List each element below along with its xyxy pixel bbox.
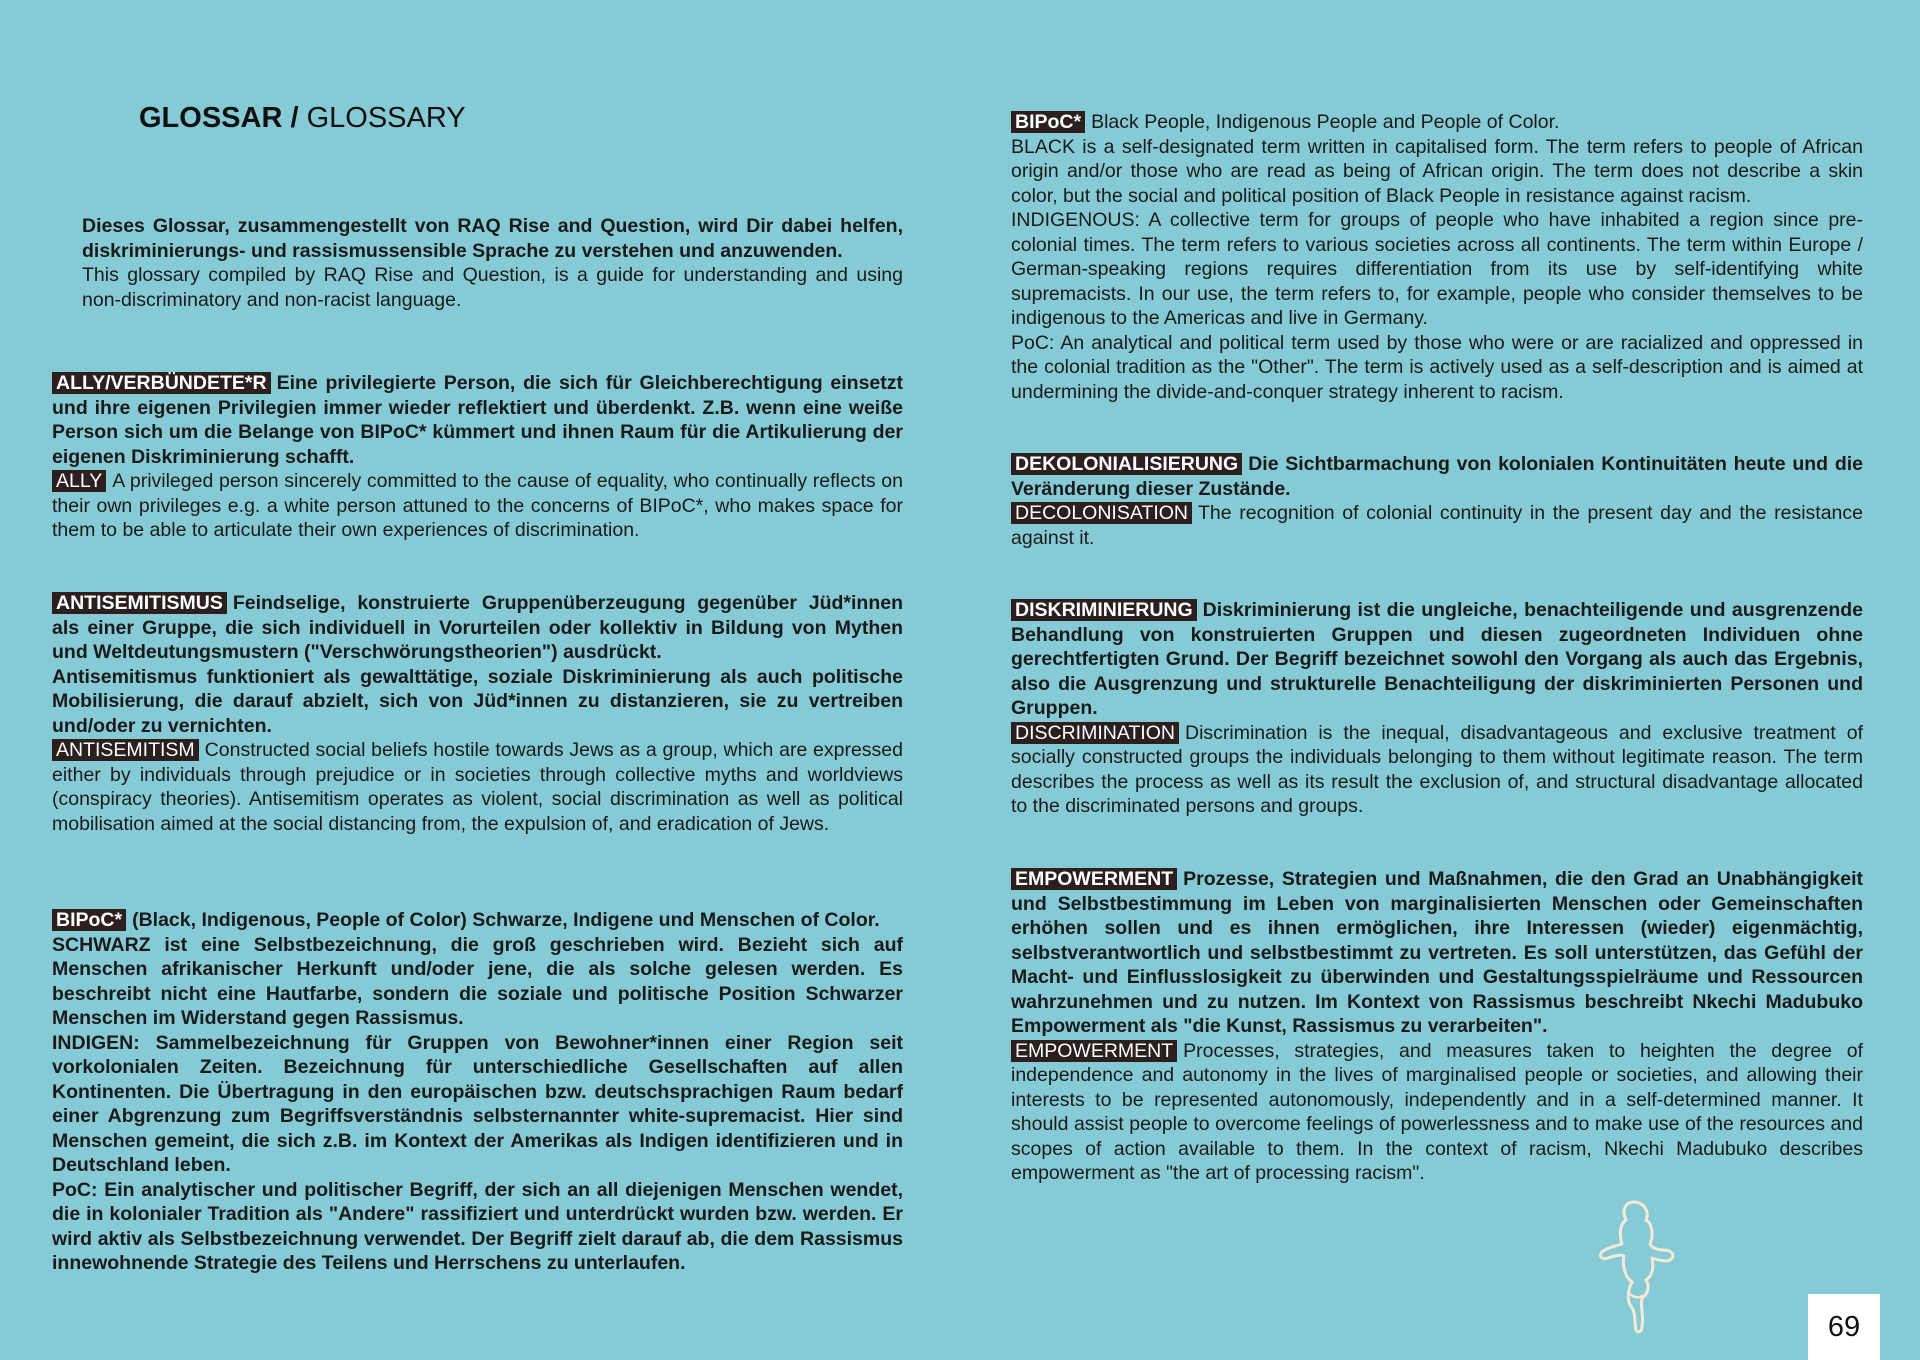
entry-empowerment <box>1011 867 1863 1186</box>
term-tag-empowerment-en: EMPOWERMENT <box>1011 1040 1177 1062</box>
entry-bipoc-en-text1: Black People, Indigenous People and People of Color. <box>1091 111 1560 133</box>
entry-antisemitism-de-2: Antisemitismus funktioniert als gewalttätige, soziale Diskriminierung als auch politische Mobilisierung, die darauf abzielt, sich von Jüd*innen zu distanzieren, sie zu vertreiben und/oder zu vernichten. <box>52 665 903 737</box>
entry-antisemitism-de-text: Feindselige, konstruierte Gruppenüberzeugung gegenüber Jüd*innen als einer Gruppe, die sich individuell in Vorurteilen oder kollektiv in Bildung von Mythen und Weltdeutungsmustern ("Verschwörungstheorien") ausdrückt. <box>52 592 903 663</box>
page-title <box>139 100 466 136</box>
title-regular: GLOSSARY <box>306 102 466 134</box>
entry-ally-de <box>52 371 903 469</box>
entry-empowerment-en <box>1011 1039 1863 1186</box>
entry-bipoc-de-line1 <box>52 908 903 933</box>
entry-bipoc-en <box>1011 110 1863 404</box>
entry-discrimination-en-text: Discrimination is the inequal, disadvantageous and exclusive treatment of socially constructed groups the individuals belonging to them without legitimate reason. The term describes the process as well as its result the exclusion of, and structural disadvantage allocated to the discriminated persons and groups. <box>1011 721 1863 817</box>
title-bold: GLOSSAR / <box>139 102 299 134</box>
entry-discrimination-de-text: Diskriminierung ist die ungleiche, benachteiligende und ausgrenzende Behandlung von konstruierten Gruppen und diesen zugeordneten Individuen ohne gerechtfertigten Grund. Der Begriff bezeichnet sowohl den Vorgang als auch das Ergebnis, also die Ausgrenzung und strukturelle Benachteiligung der diskriminierten Personen und Gruppen. <box>1011 599 1863 719</box>
term-tag-discrimination-de: DISKRIMINIERUNG <box>1011 599 1197 621</box>
entry-discrimination-de <box>1011 598 1863 721</box>
line-drawing-figure-icon <box>1592 1198 1682 1336</box>
entry-discrimination-en <box>1011 721 1863 819</box>
entry-ally-en-text: A privileged person sincerely committed to the cause of equality, who continually reflects on their own privileges e.g. a white person attuned to the concerns of BIPoC*, who makes space for them to be able to articulate their own experiences of discrimination. <box>52 470 903 541</box>
entry-bipoc-de-schwarz: SCHWARZ ist eine Selbstbezeichnung, die groß geschrieben wird. Bezieht sich auf Menschen afrikanischer Herkunft und/oder jene, die als solche gelesen werden. Es beschreibt nicht eine Hautfarbe, sondern die soziale und politische Position Schwarzer Menschen im Widerstand gegen Rassismus. <box>52 933 903 1029</box>
entry-ally <box>52 371 903 543</box>
term-tag-ally-de: ALLY/VERBÜNDETE*R <box>52 372 271 394</box>
term-tag-decolonisation-de: DEKOLONIALISIERUNG <box>1011 453 1242 475</box>
entry-bipoc-en-poc: PoC: An analytical and political term used by those who were or are racialized and oppressed in the colonial tradition as the "Other". The term is actively used as a self-description and is aimed at undermining the divide-and-conquer strategy inherent to racism. <box>1011 331 1863 403</box>
entry-empowerment-en-text: Processes, strategies, and measures taken to heighten the degree of independence and autonomy in the lives of marginalised people or societies, and allowing their interests to be represented autonomously, independently and in a self-determined manner. It should assist people to overcome feelings of powerlessness and to make use of the resources and scopes of action available to them. In the context of racism, Nkechi Madubuko describes empowerment as "the art of processing racism". <box>1011 1039 1863 1184</box>
intro-section <box>82 214 903 312</box>
entry-bipoc-en-indigenous: INDIGENOUS: A collective term for groups of people who have inhabited a region since pre-colonial times. The term refers to various societies across all continents. The term within Europe / German-speaking regions requires differentiation from its use by self-identifying white supremacists. In our use, the term refers to, for example, people who consider themselves to be indigenous to the Americas and live in Germany. <box>1011 209 1863 329</box>
entry-antisemitism-en <box>52 738 903 836</box>
entry-antisemitism <box>52 591 903 836</box>
entry-bipoc-de-poc: PoC: Ein analytischer und politischer Begriff, der sich an all diejenigen Menschen wendet, die in kolonialer Tradition als "Andere" rassifiziert und unterdrückt wurden bzw. werden. Er wird aktiv als Selbstbezeichnung verwendet. Der Begriff zielt darauf ab, die dem Rassismus innewohnende Strategie des Teilens und Herrschens zu unterlaufen. <box>52 1178 903 1274</box>
term-tag-antisemitism-de: ANTISEMITISMUS <box>52 592 227 614</box>
term-tag-decolonisation-en: DECOLONISATION <box>1011 502 1192 524</box>
entry-ally-en <box>52 469 903 543</box>
term-tag-antisemitism-en: ANTISEMITISM <box>52 739 199 761</box>
entry-ally-de-text: Eine privilegierte Person, die sich für Gleichberechtigung einsetzt und ihre eigenen Privilegien immer wieder reflektiert und überdenkt. Z.B. wenn eine weiße Person sich um die Belange von BIPoC* kümmert und ihnen Raum für die Artikulierung der eigenen Diskriminierung schafft. <box>52 372 903 468</box>
intro-en: This glossary compiled by RAQ Rise and Question, is a guide for understanding and using non-discriminatory and non-racist language. <box>82 264 903 311</box>
entry-antisemitism-en-text: Constructed social beliefs hostile towards Jews as a group, which are expressed either by individuals through prejudice or in societies through collective myths and worldviews (conspiracy theories). Antisemitism operates as violent, social discrimination as well as political mobilisation aimed at the social distancing from, the expulsion of, and eradication of Jews. <box>52 739 903 835</box>
entry-bipoc-en-black: BLACK is a self-designated term written in capitalised form. The term refers to people of African origin and/or those who are read as being of African origin. The term does not describe a skin color, but the social and political position of Black People in resistance against racism. <box>1011 135 1863 207</box>
term-tag-ally-en: ALLY <box>52 470 106 492</box>
term-tag-bipoc-de: BIPoC* <box>52 909 126 931</box>
term-tag-bipoc-en: BIPoC* <box>1011 111 1085 133</box>
entry-decolonisation-de <box>1011 452 1863 501</box>
entry-decolonisation-de-text: Die Sichtbarmachung von kolonialen Kontinuitäten heute und die Veränderung dieser Zustände. <box>1011 453 1863 500</box>
page-number: 69 <box>1808 1294 1880 1360</box>
entry-discrimination <box>1011 598 1863 819</box>
entry-empowerment-de-text: Prozesse, Strategien und Maßnahmen, die den Grad an Unabhängigkeit und Selbstbestimmung im Leben von marginalisierten Menschen oder Gemeinschaften erhöhen sollen und es ihnen ermöglichen, ihre Interessen (wieder) eigenmächtig, selbstverantwortlich und selbstbestimmt zu vertreten. Es soll unterstützen, das Gefühl der Macht- und Einflusslosigkeit zu überwinden und Gestaltungsspielräume und Ressourcen wahrzunehmen und zu nutzen. Im Kontext von Rassismus beschreibt Nkechi Madubuko Empowerment als "die Kunst, Rassismus zu verarbeiten". <box>1011 868 1863 1037</box>
term-tag-empowerment-de: EMPOWERMENT <box>1011 868 1177 890</box>
entry-decolonisation-en-text: The recognition of colonial continuity in the present day and the resistance against it. <box>1011 502 1863 549</box>
entry-bipoc-en-line1 <box>1011 110 1863 135</box>
entry-empowerment-de <box>1011 867 1863 1039</box>
entry-antisemitism-de <box>52 591 903 665</box>
entry-decolonisation-en <box>1011 501 1863 550</box>
intro-de: Dieses Glossar, zusammengestellt von RAQ Rise and Question, wird Dir dabei helfen, diskriminierungs- und rassismussensible Sprache zu verstehen und anzuwenden. <box>82 215 903 262</box>
entry-decolonisation <box>1011 452 1863 550</box>
entry-bipoc-de-text1: (Black, Indigenous, People of Color) Schwarze, Indigene und Menschen of Color. <box>132 909 880 931</box>
term-tag-discrimination-en: DISCRIMINATION <box>1011 722 1179 744</box>
entry-bipoc-de-indigen: INDIGEN: Sammelbezeichnung für Gruppen von Bewohner*innen einer Region seit vorkolonialen Zeiten. Bezeichnung für unterschiedliche Gesellschaften auf allen Kontinenten. Die Übertragung in den europäischen bzw. deutschsprachigen Raum bedarf einer Abgrenzung zum Begriffsverständnis selbsternannter white-supremacist. Hier sind Menschen gemeint, die sich z.B. im Kontext der Amerikas als Indigen identifizieren und in Deutschland leben. <box>52 1031 903 1176</box>
entry-bipoc-de <box>52 908 903 1276</box>
